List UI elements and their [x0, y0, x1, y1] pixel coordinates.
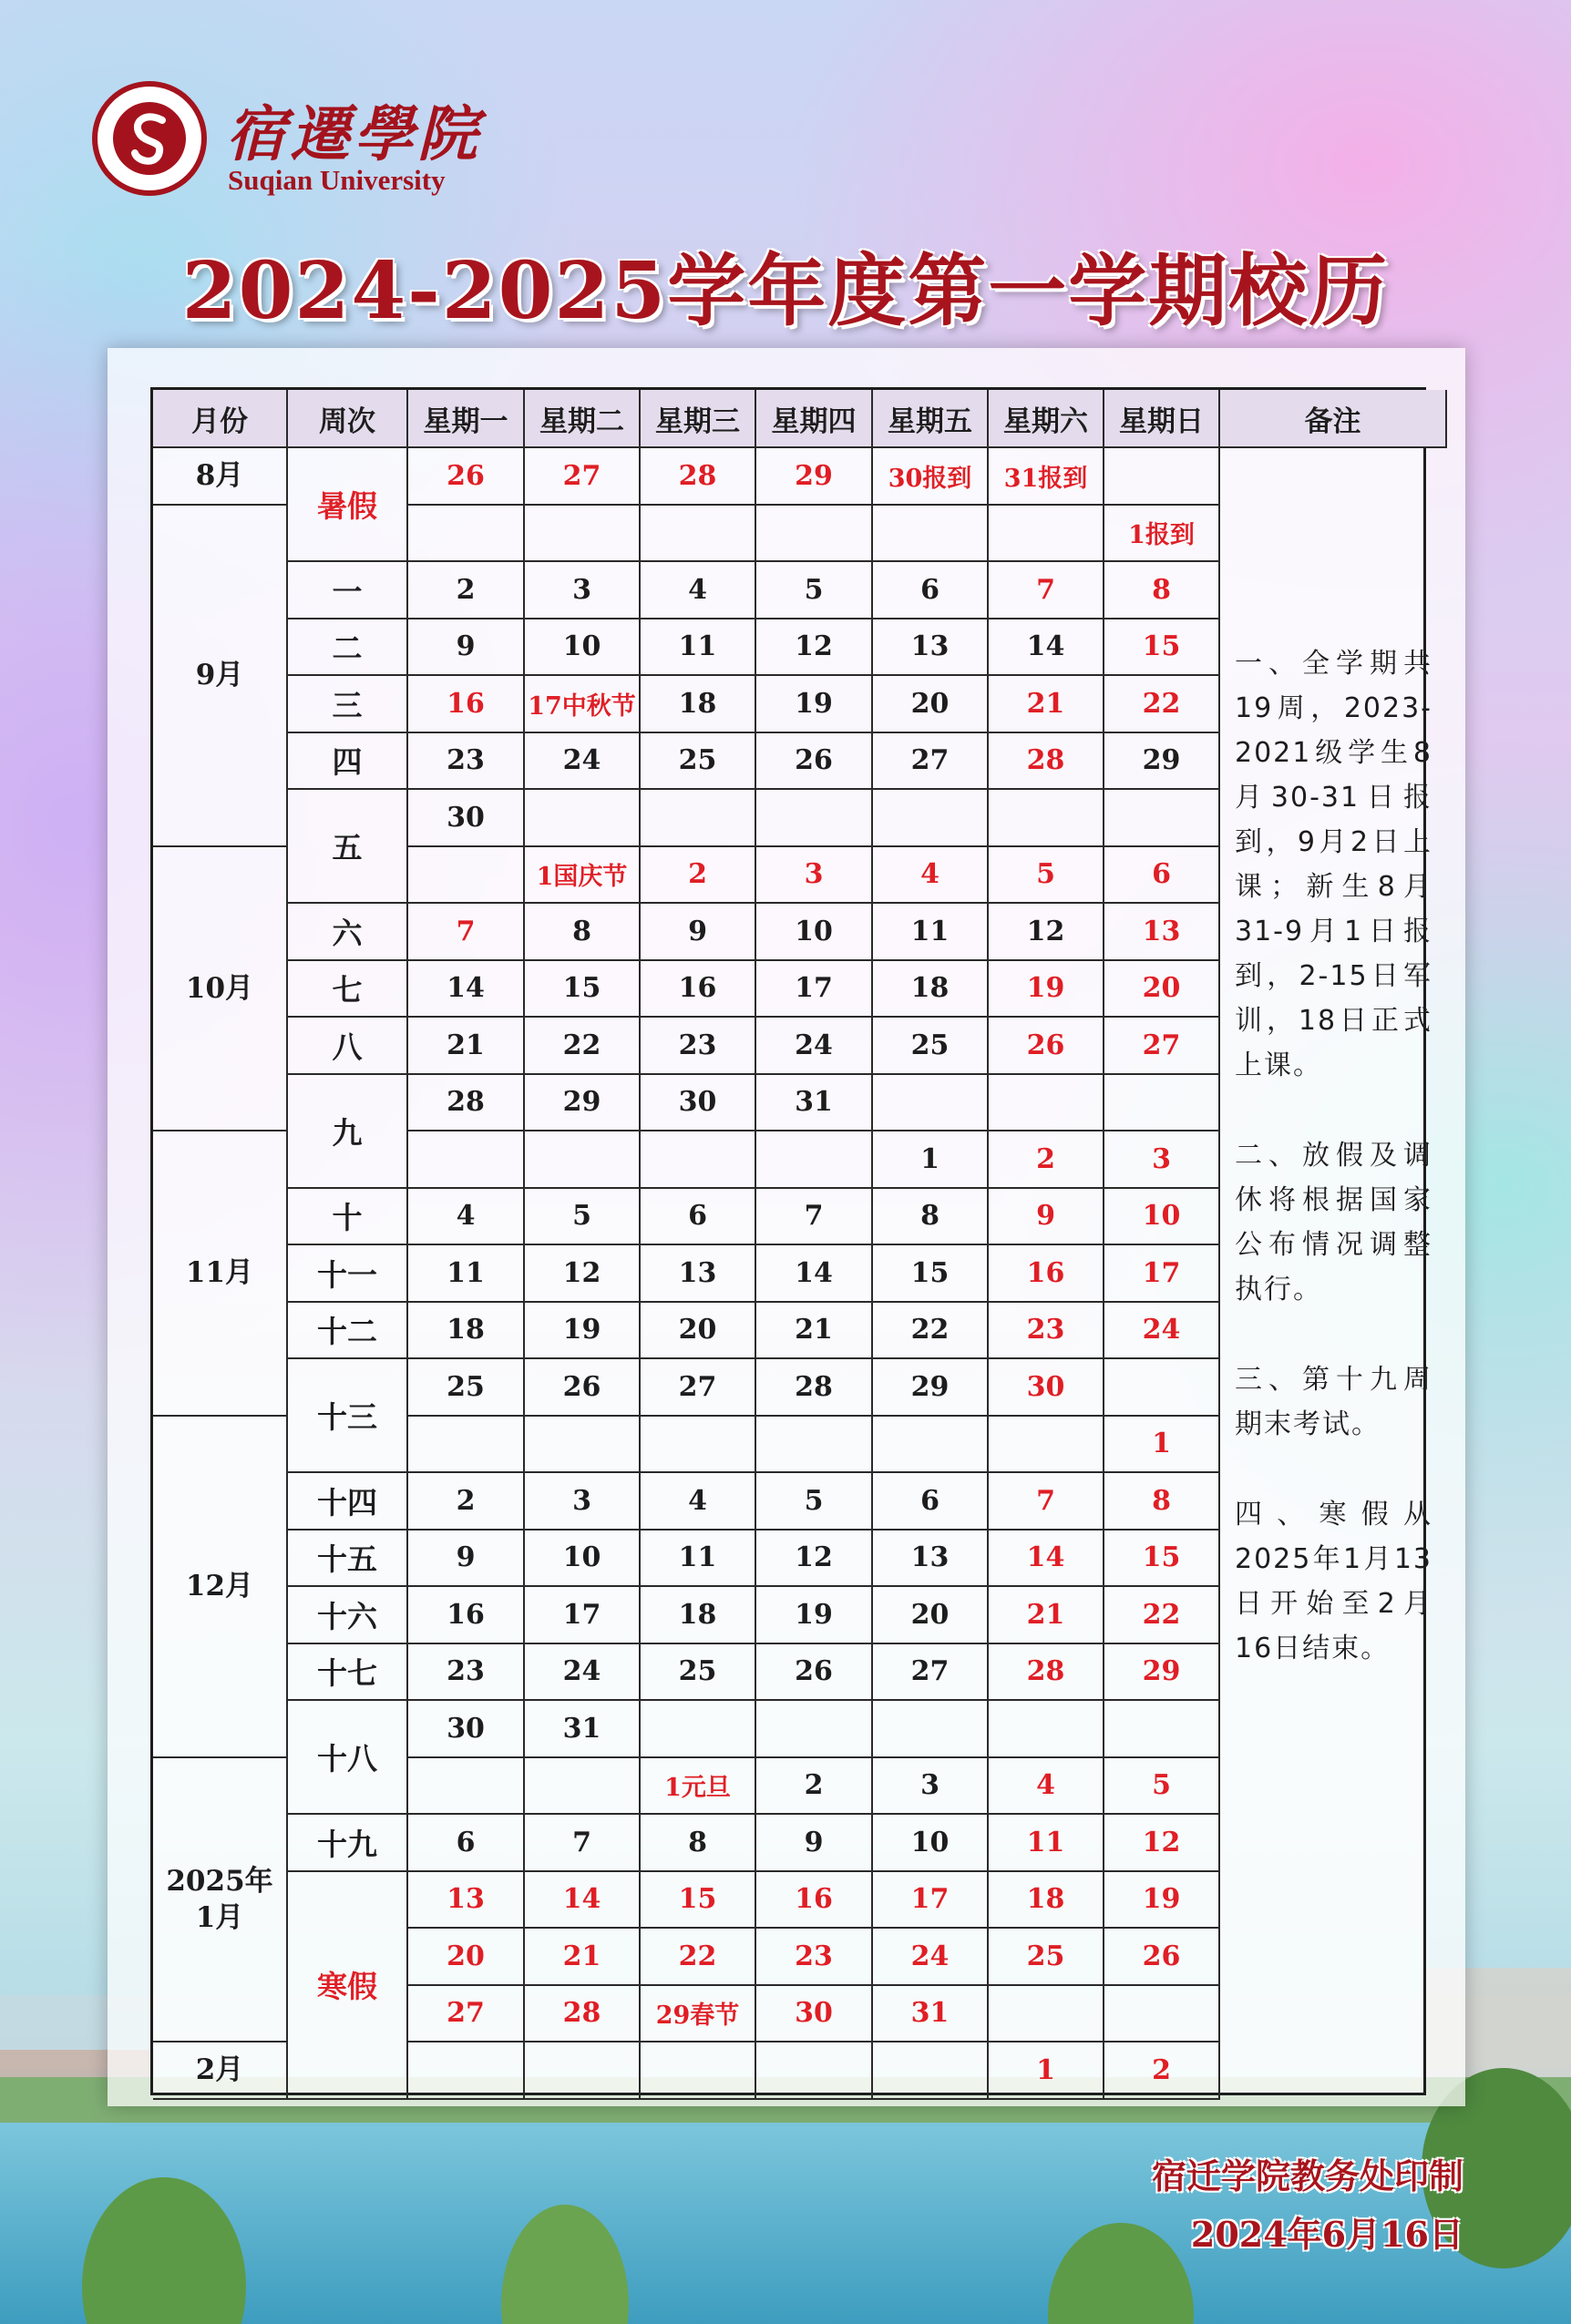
day-cell: 19 [756, 676, 873, 733]
day-cell: 30 [408, 790, 525, 847]
header-cell: 星期日 [1104, 390, 1220, 448]
day-cell [873, 790, 989, 847]
day-cell: 28 [641, 448, 756, 506]
day-cell: 1 [989, 2042, 1104, 2100]
day-cell: 30 [641, 1075, 756, 1132]
day-cell [525, 1758, 641, 1816]
day-cell: 12 [756, 1531, 873, 1588]
day-cell [408, 2042, 525, 2100]
day-cell [641, 2042, 756, 2100]
week-cell: 十六 [288, 1587, 408, 1644]
note-paragraph: 二、放假及调休将根据国家公布情况调整执行。 [1235, 1140, 1432, 1305]
week-cell: 三 [288, 676, 408, 733]
day-cell: 17 [1104, 1245, 1220, 1303]
week-cell: 十五 [288, 1531, 408, 1588]
day-cell [989, 1986, 1104, 2043]
day-cell [989, 1701, 1104, 1758]
day-cell: 13 [1104, 904, 1220, 961]
day-cell: 14 [756, 1245, 873, 1303]
header-cell: 周次 [288, 390, 408, 448]
week-cell: 十七 [288, 1644, 408, 1702]
day-cell: 7 [525, 1815, 641, 1872]
week-cell: 一 [288, 562, 408, 619]
day-cell: 5 [989, 847, 1104, 905]
day-cell: 29 [756, 448, 873, 506]
day-cell [756, 2042, 873, 2100]
day-cell: 15 [525, 961, 641, 1019]
day-cell: 29 [525, 1075, 641, 1132]
header-cell: 星期三 [641, 390, 756, 448]
day-cell [408, 506, 525, 563]
day-cell: 20 [873, 676, 989, 733]
day-cell: 18 [641, 676, 756, 733]
week-cell: 十三 [288, 1359, 408, 1473]
day-cell: 24 [1104, 1303, 1220, 1360]
day-cell: 8 [641, 1815, 756, 1872]
day-cell: 4 [641, 562, 756, 619]
day-cell: 8 [1104, 1473, 1220, 1531]
day-cell: 20 [408, 1929, 525, 1986]
day-cell: 29 [1104, 733, 1220, 791]
day-cell: 24 [525, 1644, 641, 1702]
day-cell [756, 506, 873, 563]
day-cell: 16 [408, 1587, 525, 1644]
day-cell: 9 [408, 619, 525, 677]
university-seal-icon [91, 80, 208, 197]
notes-cell [1220, 448, 1447, 2100]
day-cell: 25 [641, 733, 756, 791]
day-cell: 26 [989, 1018, 1104, 1075]
day-cell: 30报到 [873, 448, 989, 506]
day-cell [1104, 790, 1220, 847]
header-cell: 星期六 [989, 390, 1104, 448]
day-cell: 27 [525, 448, 641, 506]
day-cell: 1元旦 [641, 1758, 756, 1816]
day-cell: 8 [525, 904, 641, 961]
month-cell: 2月 [153, 2042, 288, 2100]
day-cell: 16 [989, 1245, 1104, 1303]
day-cell: 19 [1104, 1872, 1220, 1930]
day-cell: 7 [756, 1189, 873, 1246]
day-cell: 10 [525, 1531, 641, 1588]
day-cell: 27 [873, 733, 989, 791]
day-cell: 16 [641, 961, 756, 1019]
week-cell: 二 [288, 619, 408, 677]
day-cell: 26 [1104, 1929, 1220, 1986]
week-cell: 十八 [288, 1701, 408, 1815]
day-cell: 12 [989, 904, 1104, 961]
day-cell [873, 1417, 989, 1474]
note-paragraph: 一、全学期共19周，2023-2021级学生8月30-31日报到，9月2日上课；新生8月31-9月1日报到，2-15日军训，18日正式上课。 [1235, 648, 1432, 1081]
day-cell: 17中秋节 [525, 676, 641, 733]
week-cell: 暑假 [288, 448, 408, 562]
footer-date: 2024年6月16日 [1190, 2214, 1463, 2255]
day-cell: 10 [756, 904, 873, 961]
month-cell: 12月 [153, 1417, 288, 1758]
day-cell: 6 [641, 1189, 756, 1246]
day-cell: 23 [408, 1644, 525, 1702]
day-cell [873, 2042, 989, 2100]
day-cell: 2 [408, 1473, 525, 1531]
day-cell [1104, 1701, 1220, 1758]
day-cell: 21 [408, 1018, 525, 1075]
day-cell: 26 [756, 1644, 873, 1702]
day-cell: 14 [525, 1872, 641, 1930]
day-cell: 9 [756, 1815, 873, 1872]
day-cell [1104, 1359, 1220, 1417]
day-cell: 1 [873, 1131, 989, 1189]
day-cell: 23 [756, 1929, 873, 1986]
week-cell: 五 [288, 790, 408, 904]
day-cell: 6 [1104, 847, 1220, 905]
day-cell [641, 1131, 756, 1189]
day-cell [756, 1701, 873, 1758]
day-cell: 16 [408, 676, 525, 733]
day-cell: 4 [641, 1473, 756, 1531]
day-cell [1104, 1075, 1220, 1132]
day-cell: 27 [408, 1986, 525, 2043]
day-cell [641, 790, 756, 847]
day-cell: 15 [1104, 619, 1220, 677]
day-cell: 31 [873, 1986, 989, 2043]
day-cell: 30 [408, 1701, 525, 1758]
day-cell: 2 [989, 1131, 1104, 1189]
day-cell [989, 1417, 1104, 1474]
day-cell [408, 1417, 525, 1474]
week-cell: 寒假 [288, 1872, 408, 2100]
day-cell: 23 [989, 1303, 1104, 1360]
day-cell: 24 [525, 733, 641, 791]
month-cell: 11月 [153, 1131, 288, 1417]
day-cell [989, 1075, 1104, 1132]
day-cell [408, 1131, 525, 1189]
page-title: 2024-2025学年度第一学期校历 [181, 245, 1390, 337]
day-cell [641, 1417, 756, 1474]
note-paragraph: 四、寒假从2025年1月13日开始至2月16日结束。 [1235, 1499, 1432, 1664]
day-cell: 9 [641, 904, 756, 961]
week-cell: 十九 [288, 1815, 408, 1872]
month-cell: 9月 [153, 506, 288, 847]
university-name-cn: 宿遷學院 [226, 98, 481, 169]
day-cell: 6 [873, 562, 989, 619]
week-cell: 九 [288, 1075, 408, 1189]
day-cell [641, 1701, 756, 1758]
day-cell: 18 [641, 1587, 756, 1644]
day-cell: 26 [525, 1359, 641, 1417]
day-cell: 22 [1104, 1587, 1220, 1644]
university-logo [91, 80, 510, 208]
day-cell [873, 1701, 989, 1758]
day-cell: 19 [756, 1587, 873, 1644]
day-cell: 11 [641, 1531, 756, 1588]
day-cell: 11 [408, 1245, 525, 1303]
day-cell: 11 [873, 904, 989, 961]
day-cell: 21 [989, 676, 1104, 733]
day-cell: 4 [873, 847, 989, 905]
day-cell: 30 [989, 1359, 1104, 1417]
day-cell: 14 [989, 619, 1104, 677]
day-cell [408, 847, 525, 905]
day-cell [873, 1075, 989, 1132]
week-cell: 十四 [288, 1473, 408, 1531]
day-cell: 26 [756, 733, 873, 791]
day-cell: 25 [873, 1018, 989, 1075]
day-cell: 31 [756, 1075, 873, 1132]
week-cell: 十 [288, 1189, 408, 1246]
day-cell: 28 [989, 733, 1104, 791]
calendar-table [150, 387, 1432, 2095]
day-cell: 13 [873, 1531, 989, 1588]
day-cell: 6 [408, 1815, 525, 1872]
day-cell: 20 [873, 1587, 989, 1644]
day-cell: 4 [408, 1189, 525, 1246]
day-cell: 24 [756, 1018, 873, 1075]
day-cell: 15 [1104, 1531, 1220, 1588]
day-cell: 28 [408, 1075, 525, 1132]
day-cell: 21 [989, 1587, 1104, 1644]
day-cell: 2 [641, 847, 756, 905]
week-cell: 八 [288, 1018, 408, 1075]
day-cell: 3 [525, 1473, 641, 1531]
month-cell: 10月 [153, 847, 288, 1132]
day-cell [525, 1417, 641, 1474]
day-cell: 23 [408, 733, 525, 791]
day-cell: 13 [641, 1245, 756, 1303]
day-cell: 5 [756, 1473, 873, 1531]
day-cell: 21 [525, 1929, 641, 1986]
day-cell: 12 [525, 1245, 641, 1303]
day-cell: 12 [756, 619, 873, 677]
day-cell: 15 [641, 1872, 756, 1930]
day-cell: 4 [989, 1758, 1104, 1816]
day-cell: 14 [408, 961, 525, 1019]
day-cell: 11 [989, 1815, 1104, 1872]
day-cell: 13 [408, 1872, 525, 1930]
day-cell: 5 [1104, 1758, 1220, 1816]
week-cell: 四 [288, 733, 408, 791]
day-cell: 28 [525, 1986, 641, 2043]
day-cell: 25 [408, 1359, 525, 1417]
day-cell: 1国庆节 [525, 847, 641, 905]
day-cell: 29春节 [641, 1986, 756, 2043]
day-cell: 5 [525, 1189, 641, 1246]
day-cell: 2 [1104, 2042, 1220, 2100]
header-cell: 备注 [1220, 390, 1447, 448]
day-cell: 31报到 [989, 448, 1104, 506]
university-name-en: Suqian University [228, 164, 446, 196]
day-cell: 3 [756, 847, 873, 905]
day-cell: 27 [1104, 1018, 1220, 1075]
header-cell: 月份 [153, 390, 288, 448]
day-cell [756, 1131, 873, 1189]
day-cell: 8 [873, 1189, 989, 1246]
day-cell: 17 [756, 961, 873, 1019]
day-cell: 8 [1104, 562, 1220, 619]
day-cell: 15 [873, 1245, 989, 1303]
week-cell: 十一 [288, 1245, 408, 1303]
day-cell: 19 [525, 1303, 641, 1360]
day-cell: 7 [989, 1473, 1104, 1531]
week-cell: 六 [288, 904, 408, 961]
month-cell: 8月 [153, 448, 288, 506]
day-cell: 3 [525, 562, 641, 619]
day-cell: 22 [873, 1303, 989, 1360]
day-cell: 20 [1104, 961, 1220, 1019]
header-cell: 星期二 [525, 390, 641, 448]
day-cell [989, 790, 1104, 847]
day-cell: 9 [408, 1531, 525, 1588]
week-cell: 十二 [288, 1303, 408, 1360]
day-cell: 10 [1104, 1189, 1220, 1246]
day-cell: 18 [873, 961, 989, 1019]
footer-printer: 宿迁学院教务处印制 [1151, 2155, 1463, 2196]
day-cell: 1 [1104, 1417, 1220, 1474]
day-cell: 7 [989, 562, 1104, 619]
header-cell: 星期五 [873, 390, 989, 448]
day-cell: 3 [1104, 1131, 1220, 1189]
day-cell: 26 [408, 448, 525, 506]
day-cell [756, 790, 873, 847]
day-cell [756, 1417, 873, 1474]
day-cell: 9 [989, 1189, 1104, 1246]
note-paragraph: 三、第十九周期末考试。 [1235, 1364, 1432, 1440]
day-cell [1104, 1986, 1220, 2043]
day-cell: 24 [873, 1929, 989, 1986]
day-cell [408, 1758, 525, 1816]
day-cell [525, 1131, 641, 1189]
day-cell: 6 [873, 1473, 989, 1531]
day-cell: 27 [641, 1359, 756, 1417]
day-cell [525, 506, 641, 563]
month-cell: 2025年 1月 [153, 1758, 288, 2043]
day-cell: 7 [408, 904, 525, 961]
day-cell [1104, 448, 1220, 506]
day-cell [525, 790, 641, 847]
day-cell: 19 [989, 961, 1104, 1019]
day-cell [525, 2042, 641, 2100]
header-cell: 星期四 [756, 390, 873, 448]
day-cell: 10 [873, 1815, 989, 1872]
header-cell: 星期一 [408, 390, 525, 448]
day-cell: 2 [756, 1758, 873, 1816]
day-cell: 2 [408, 562, 525, 619]
day-cell: 18 [989, 1872, 1104, 1930]
day-cell: 23 [641, 1018, 756, 1075]
day-cell [641, 506, 756, 563]
day-cell: 17 [873, 1872, 989, 1930]
day-cell: 3 [873, 1758, 989, 1816]
day-cell: 28 [989, 1644, 1104, 1702]
day-cell: 18 [408, 1303, 525, 1360]
day-cell: 11 [641, 619, 756, 677]
day-cell: 20 [641, 1303, 756, 1360]
day-cell: 5 [756, 562, 873, 619]
day-cell: 31 [525, 1701, 641, 1758]
day-cell: 25 [989, 1929, 1104, 1986]
day-cell: 22 [525, 1018, 641, 1075]
day-cell: 29 [1104, 1644, 1220, 1702]
day-cell [873, 506, 989, 563]
day-cell: 22 [1104, 676, 1220, 733]
day-cell [989, 506, 1104, 563]
day-cell: 27 [873, 1644, 989, 1702]
day-cell: 22 [641, 1929, 756, 1986]
week-cell: 七 [288, 961, 408, 1019]
day-cell: 1报到 [1104, 506, 1220, 563]
day-cell: 25 [641, 1644, 756, 1702]
day-cell: 29 [873, 1359, 989, 1417]
day-cell: 10 [525, 619, 641, 677]
day-cell: 12 [1104, 1815, 1220, 1872]
day-cell: 21 [756, 1303, 873, 1360]
day-cell: 30 [756, 1986, 873, 2043]
day-cell: 16 [756, 1872, 873, 1930]
day-cell: 28 [756, 1359, 873, 1417]
day-cell: 17 [525, 1587, 641, 1644]
day-cell: 14 [989, 1531, 1104, 1588]
day-cell: 13 [873, 619, 989, 677]
